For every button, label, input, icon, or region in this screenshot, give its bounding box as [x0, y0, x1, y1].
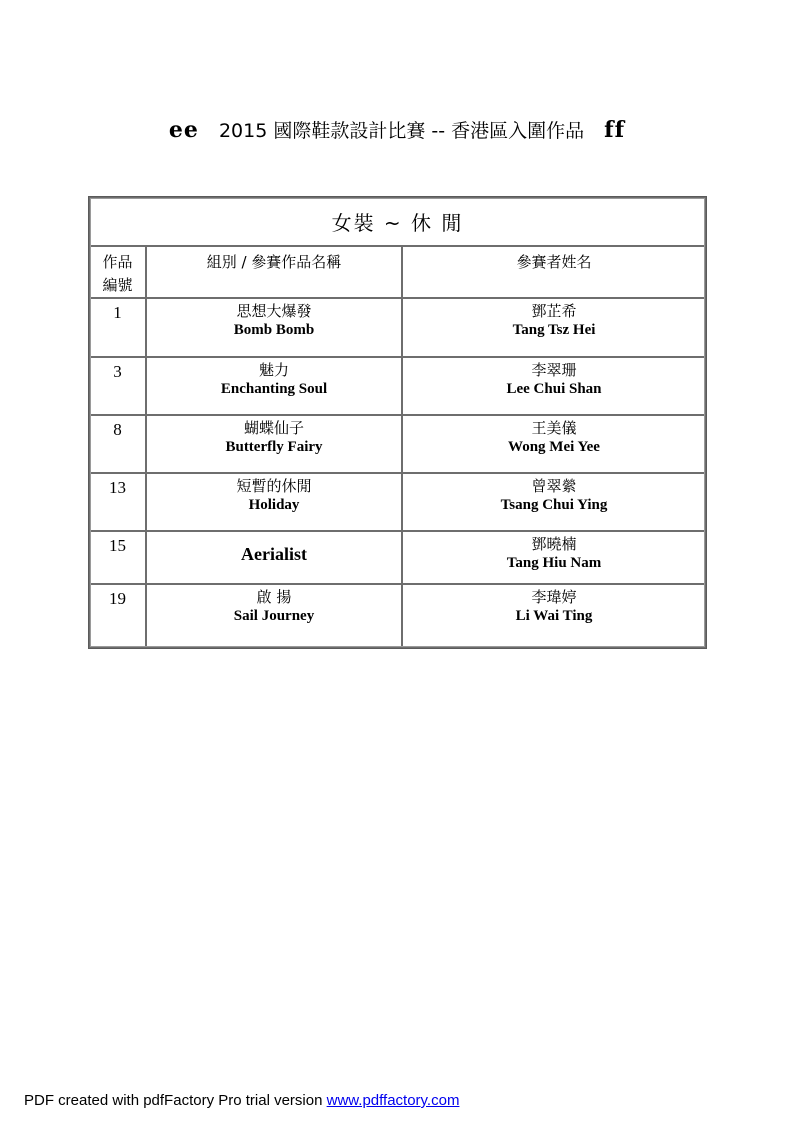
designer-name-en: Lee Chui Shan — [506, 381, 602, 397]
designer-name-zh: 鄧曉楠 — [531, 535, 577, 553]
title-left-decoration: ee — [168, 117, 199, 143]
table-row — [89, 531, 706, 584]
work-cell — [146, 473, 402, 531]
table-row — [89, 584, 706, 648]
designer-name-zh: 王美儀 — [531, 419, 577, 437]
entry-number: 1 — [89, 298, 146, 357]
header-designer: 參賽者姓名 — [402, 246, 706, 298]
designer-name-en: Wong Mei Yee — [508, 439, 600, 455]
designer-name-zh: 李瑋婷 — [531, 588, 577, 606]
designer-name-zh: 鄧芷希 — [531, 302, 577, 320]
table-row — [89, 415, 706, 473]
work-name-en: Sail Journey — [233, 608, 315, 624]
designer-cell — [402, 298, 706, 357]
header-row — [89, 246, 706, 298]
work-name-en: Butterfly Fairy — [225, 439, 323, 455]
footer-text: PDF created with pdfFactory Pro trial version — [24, 1092, 327, 1109]
designer-cell — [402, 415, 706, 473]
header-no-line1: 作品 — [102, 253, 133, 271]
table-row — [89, 357, 706, 415]
designer-name-en: Tsang Chui Ying — [500, 497, 608, 513]
work-cell — [146, 531, 402, 584]
header-work: 組別 / 參賽作品名稱 — [146, 246, 402, 298]
entry-number: 13 — [89, 473, 146, 531]
entry-number: 8 — [89, 415, 146, 473]
work-name-en: Holiday — [248, 497, 300, 513]
designer-cell — [402, 357, 706, 415]
document-title — [0, 116, 794, 143]
work-cell — [146, 415, 402, 473]
designer-cell — [402, 473, 706, 531]
work-name-en: Bomb Bomb — [233, 322, 315, 338]
title-right-decoration: ff — [604, 117, 626, 143]
work-name-en: Aerialist — [241, 544, 307, 564]
work-name-zh: 魅力 — [258, 361, 289, 379]
work-cell — [146, 298, 402, 357]
work-name-en: Enchanting Soul — [220, 381, 328, 397]
work-name-zh: 思想大爆發 — [236, 302, 312, 320]
title-text: 2015 國際鞋款設計比賽 -- 香港區入圍作品 — [218, 120, 585, 142]
table-row — [89, 473, 706, 531]
entry-number: 15 — [89, 531, 146, 584]
entry-number: 3 — [89, 357, 146, 415]
work-name-zh: 蝴蝶仙子 — [243, 419, 304, 437]
pdffactory-link[interactable]: www.pdffactory.com — [326, 1092, 460, 1109]
designer-name-zh: 曾翠縈 — [531, 477, 577, 495]
entry-number: 19 — [89, 584, 146, 648]
designer-cell — [402, 531, 706, 584]
designer-name-en: Tang Tsz Hei — [512, 322, 596, 338]
designer-cell — [402, 584, 706, 648]
header-entry-no — [89, 246, 146, 298]
work-name-zh: 啟 揚 — [256, 588, 292, 606]
designer-name-en: Li Wai Ting — [515, 608, 593, 624]
work-name-zh: 短暫的休閒 — [236, 477, 312, 495]
work-cell — [146, 357, 402, 415]
designer-name-en: Tang Hiu Nam — [506, 555, 602, 571]
table-row — [89, 298, 706, 357]
category-heading: 女裝 ~ 休 閒 — [89, 197, 706, 246]
work-cell — [146, 584, 402, 648]
header-no-line2: 編號 — [102, 276, 133, 294]
designer-name-zh: 李翠珊 — [531, 361, 577, 379]
entries-table — [88, 196, 707, 649]
pdf-footer — [24, 1092, 459, 1109]
